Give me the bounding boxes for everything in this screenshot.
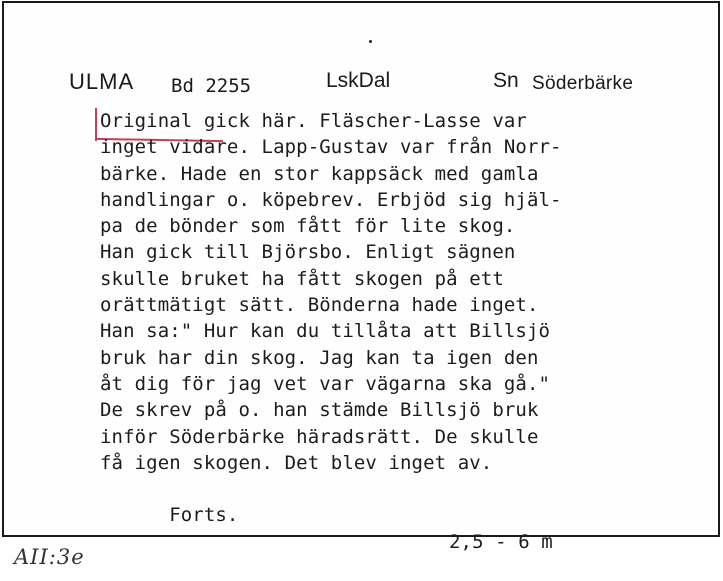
text-line: bärke. Hade en stor kappsäck med gamla xyxy=(100,162,539,185)
measurement: 2,5 - 6 m xyxy=(449,530,553,553)
text-line: inget vidare. Lapp-Gustav var från Norr- xyxy=(100,136,562,159)
archive-code: ULMA xyxy=(69,69,135,94)
text-line: åt dig för jag vet var vägarna ska gå." xyxy=(100,372,551,395)
parish-prefix: Sn xyxy=(493,69,519,92)
margin-mark xyxy=(95,108,97,141)
punch-dot xyxy=(369,40,372,43)
text-line: Han gick till Björsbo. Enligt sägnen xyxy=(100,241,516,264)
text-line: orättmätigt sätt. Bönderna hade inget. xyxy=(100,294,539,317)
text-line: Original gick här. Fläscher-Lasse var xyxy=(100,110,527,132)
text-line: pa de bönder som fått för lite skog. xyxy=(100,215,516,238)
text-line: bruk har din skog. Jag kan ta igen den xyxy=(100,346,539,369)
card-text xyxy=(100,108,562,581)
text-line: Han sa:" Hur kan du tillåta att Billsjö xyxy=(100,320,551,343)
text-line: skulle bruket ha fått skogen på ett xyxy=(100,267,504,290)
shelfmark: AII:3e xyxy=(14,545,85,569)
parish-name: Söderbärke xyxy=(532,73,634,94)
text-line: inför Söderbärke häradsrätt. De skulle xyxy=(100,425,539,448)
text-line: De skrev på o. han stämde Billsjö bruk xyxy=(100,399,539,422)
continuation-note: Forts. xyxy=(169,504,239,527)
landscape-code: LskDal xyxy=(326,69,391,92)
final-line xyxy=(100,476,562,581)
text-line: få igen skogen. Det blev inget av. xyxy=(100,451,493,474)
volume-number: Bd 2255 xyxy=(171,75,252,97)
text-line: handlingar o. köpebrev. Erbjöd sig hjäl- xyxy=(100,188,562,211)
